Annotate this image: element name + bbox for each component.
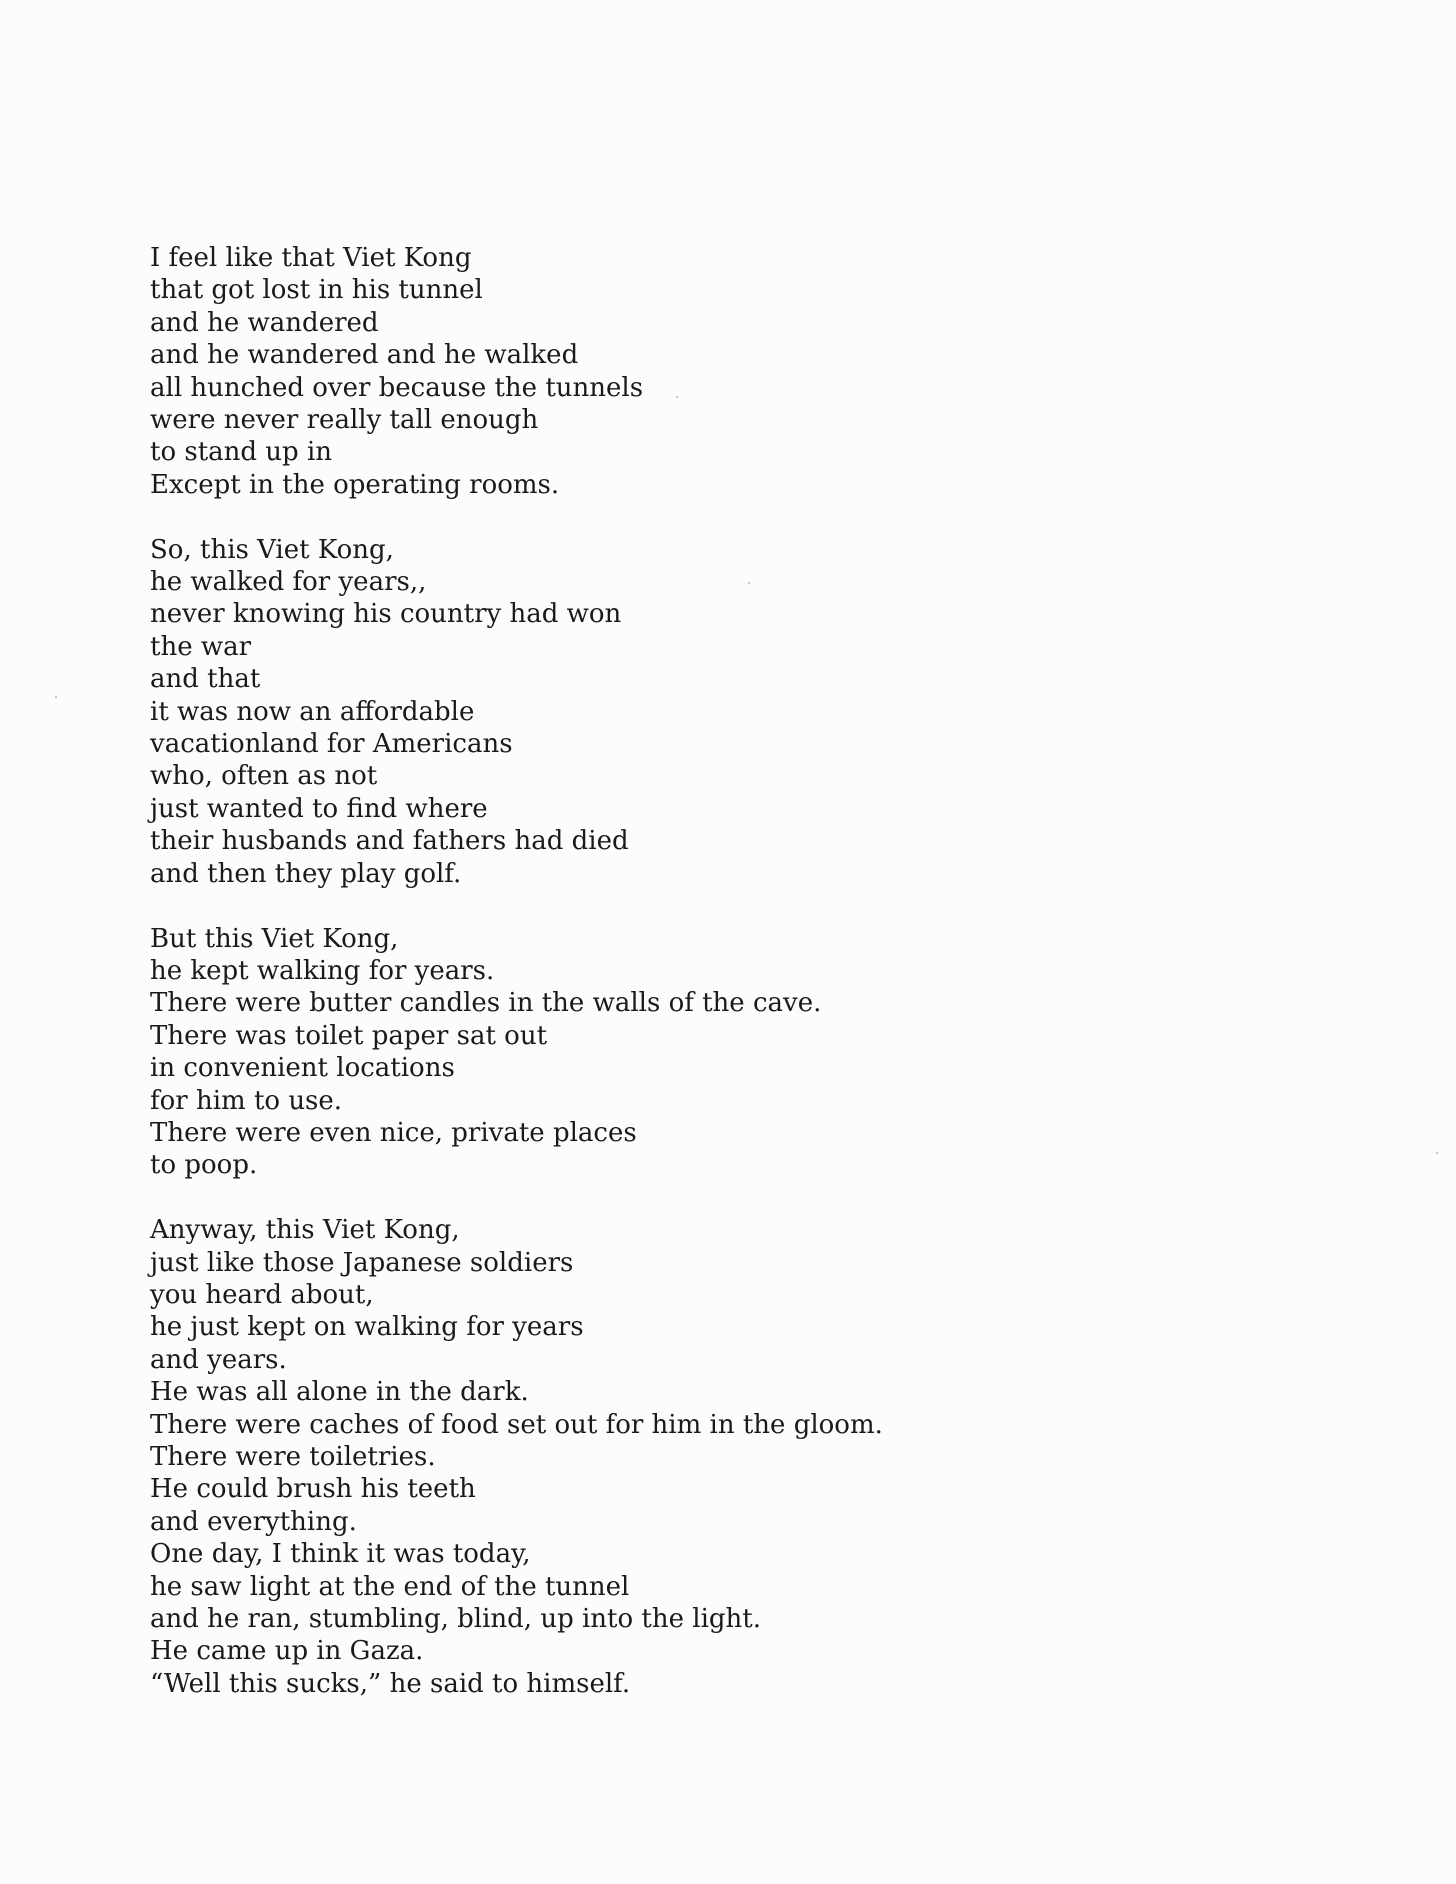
poem-body [150, 242, 1150, 1700]
poem-line: vacationland for Americans [150, 729, 513, 760]
poem-line: never knowing his country had won [150, 599, 622, 630]
poem-line: the war [150, 631, 252, 662]
poem-line: he walked for years,, [150, 567, 427, 598]
poem-line: There were even nice, private places [150, 1117, 637, 1148]
poem-line: and he ran, stumbling, blind, up into the light. [150, 1604, 761, 1635]
poem-line: were never really tall enough [150, 405, 539, 436]
poem-line: There were butter candles in the walls of the cave. [150, 988, 822, 1019]
poem-line: and he wandered and he walked [150, 340, 579, 371]
poem-line: for him to use. [150, 1085, 343, 1116]
poem-line: He came up in Gaza. [150, 1636, 424, 1667]
scan-speck [1436, 1152, 1438, 1154]
poem-line: One day, I think it was today, [150, 1539, 531, 1570]
poem-line: he kept walking for years. [150, 955, 495, 986]
poem-line: and he wandered [150, 307, 379, 338]
poem-line: you heard about, [150, 1279, 374, 1310]
poem-line: There were caches of food set out for him in the gloom. [150, 1409, 883, 1440]
poem-line: He could brush his teeth [150, 1474, 476, 1505]
poem-line: and everything. [150, 1506, 357, 1537]
poem-line: and that [150, 664, 261, 695]
poem-line: “Well this sucks,” he said to himself. [150, 1668, 631, 1699]
poem-line: he saw light at the end of the tunnel [150, 1571, 630, 1602]
poem-line: He was all alone in the dark. [150, 1377, 529, 1408]
stanza-4 [150, 1214, 1150, 1700]
poem-line: he just kept on walking for years [150, 1312, 584, 1343]
poem-line: and then they play golf. [150, 858, 462, 889]
poem-line: There were toiletries. [150, 1441, 436, 1472]
poem-line: There was toilet paper sat out [150, 1020, 548, 1051]
poem-line: So, this Viet Kong, [150, 534, 394, 565]
poem-line: all hunched over because the tunnels [150, 372, 644, 403]
poem-line: Anyway, this Viet Kong, [150, 1215, 460, 1246]
poem-line: and years. [150, 1344, 287, 1375]
poem-line: just like those Japanese soldiers [150, 1247, 574, 1278]
poem-line: I feel like that Viet Kong [150, 243, 472, 273]
stanza-3 [150, 923, 1150, 1182]
poem-line: that got lost in his tunnel [150, 275, 483, 306]
poem-line: Except in the operating rooms. [150, 469, 560, 500]
poem-line: it was now an affordable [150, 696, 475, 727]
poem-line: their husbands and fathers had died [150, 826, 629, 857]
stanza-2 [150, 534, 1150, 890]
poem-line: in convenient locations [150, 1053, 455, 1084]
poem-line: just wanted to find where [150, 793, 488, 824]
scan-speck [55, 696, 57, 698]
poem-line: to poop. [150, 1150, 258, 1181]
poem-line: who, often as not [150, 761, 378, 792]
poem-line: to stand up in [150, 437, 333, 468]
poem-line: But this Viet Kong, [150, 923, 399, 954]
stanza-1 [150, 242, 1150, 501]
